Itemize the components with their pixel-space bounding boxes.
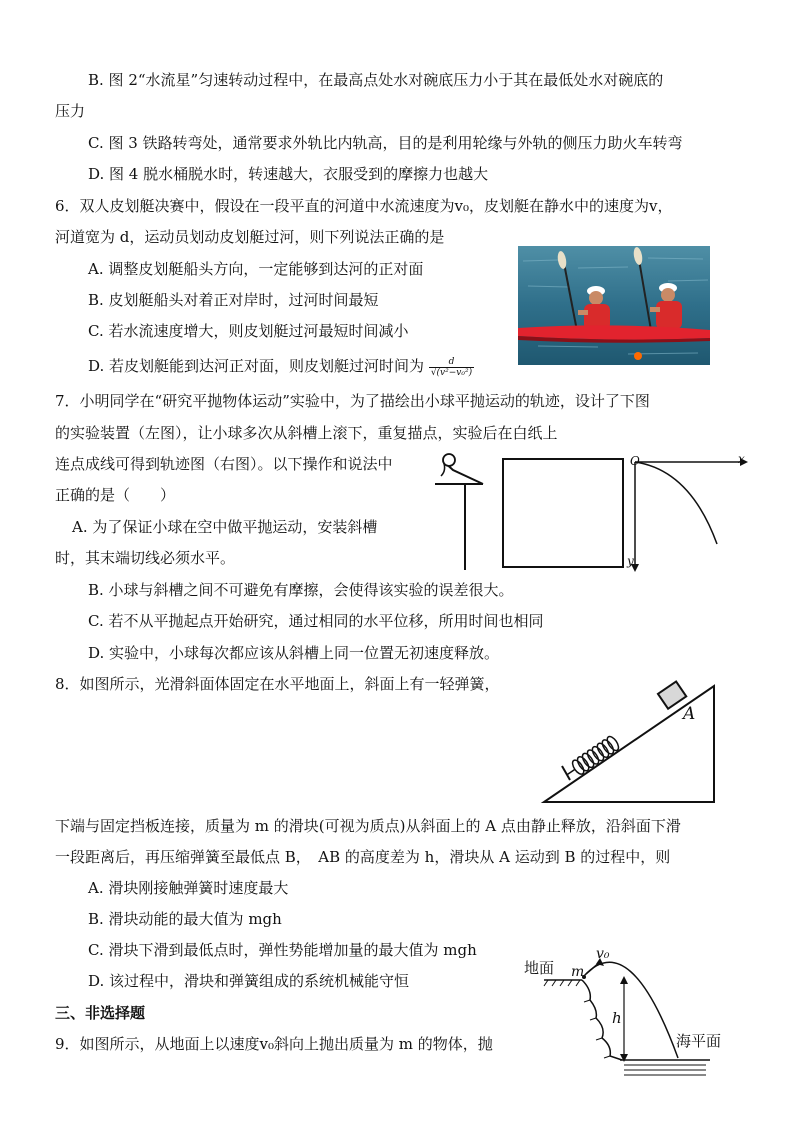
q6-stem-line1: 6．双人皮划艇决赛中，假设在一段平直的河道中水流速度为v₀，皮划艇在静水中的速度为v， — [55, 197, 673, 215]
q7-option-d: D. 实验中，小球每次都应该从斜槽上同一位置无初速度释放。 — [88, 644, 500, 662]
q6-fraction-numerator: d — [429, 357, 474, 368]
q9-cliff-figure — [540, 944, 740, 1079]
q8-option-d: D. 该过程中，滑块和弹簧组成的系统机械能守恒 — [88, 972, 410, 990]
kayak-photo — [518, 246, 710, 365]
q5-option-b-line2: 压力 — [55, 102, 86, 120]
q9-v0-label: v₀ — [596, 946, 610, 962]
height-arrow-down-icon — [620, 1054, 628, 1062]
q9-stem-line1: 9．如图所示，从地面上以速度v₀斜向上抛出质量为 m 的物体，抛 — [55, 1035, 493, 1053]
q9-ground-label: 地面 — [524, 959, 555, 977]
q8-stem-line1: 8．如图所示，光滑斜面体固定在水平地面上，斜面上有一轻弹簧， — [55, 675, 500, 693]
q7-option-c: C. 若不从平抛起点开始研究，通过相同的水平位移，所用时间也相同 — [88, 612, 544, 630]
q6-stem-line2: 河道宽为 d，运动员划动皮划艇过河，则下列说法正确的是 — [55, 228, 445, 246]
q6-option-c: C. 若水流速度增大，则皮划艇过河最短时间减小 — [88, 322, 409, 340]
q9-mass-label: m — [571, 964, 585, 980]
q6-fraction-denominator: √(v²−v₀²) — [430, 367, 473, 378]
q9-height-label: h — [612, 1009, 622, 1027]
q6-option-a: A. 调整皮划艇船头方向，一定能够到达河的正对面 — [88, 260, 424, 278]
q8-option-c: C. 滑块下滑到最低点时，弹性势能增加量的最大值为 mgh — [88, 941, 477, 959]
q7-x-axis-label: x — [738, 452, 745, 466]
q7-y-axis-label: y — [627, 554, 634, 568]
q6-option-d — [88, 356, 474, 378]
q9-sea-level-label: 海平面 — [676, 1032, 722, 1050]
q6-option-b: B. 皮划艇船头对着正对岸时，过河时间最短 — [88, 291, 379, 309]
q7-stem-line3: 连点成线可得到轨迹图（右图）。以下操作和说法中 — [55, 455, 393, 473]
q7-stem-line2: 的实验装置（左图），让小球多次从斜槽上滚下，重复描点，实验后在白纸上 — [55, 424, 558, 442]
q8-stem-line2: 下端与固定挡板连接，质量为 m 的滑块(可视为质点)从斜面上的 A 点由静止释放，沿斜面下滑 — [55, 817, 681, 835]
q7-stem-line1: 7．小明同学在“研究平抛物体运动”实验中，为了描绘出小球平抛运动的轨迹，设计了下图 — [55, 392, 650, 410]
q5-option-c: C. 图 3 铁路转弯处，通常要求外轨比内轨高，目的是利用轮缘与外轨的侧压力助火车转弯 — [88, 134, 683, 152]
q7-option-a-line2: 时，其末端切线必须水平。 — [55, 549, 236, 567]
q7-option-a-line1: A. 为了保证小球在空中做平抛运动，安装斜槽 — [72, 518, 378, 536]
q7-option-b: B. 小球与斜槽之间不可避免有摩擦，会使得该实验的误差很大。 — [88, 581, 514, 599]
q8-option-a: A. 滑块刚接触弹簧时速度最大 — [88, 879, 289, 897]
q7-stem-line4: 正确的是（ ） — [55, 486, 176, 504]
q8-incline-figure — [540, 676, 720, 804]
q8-stem-line3: 一段距离后，再压缩弹簧至最低点 B， AB 的高度差为 h，滑块从 A 运动到 B 的过程中，则 — [55, 848, 671, 866]
q7-apparatus-figure — [435, 448, 755, 573]
q5-option-b-line1: B. 图 2“水流星”匀速转动过程中，在最高点处水对碗底压力小于其在最低处水对碗底的 — [88, 71, 664, 89]
q7-origin-label: O — [630, 454, 640, 468]
slider-block-icon — [658, 681, 686, 708]
q8-option-b: B. 滑块动能的最大值为 mgh — [88, 910, 282, 928]
q6-option-d-text: D. 若皮划艇能到达河正对面，则皮划艇过河时间为 — [88, 357, 425, 375]
spring-icon — [562, 735, 621, 782]
q5-option-d: D. 图 4 脱水桶脱水时，转速越大，衣服受到的摩擦力也越大 — [88, 165, 489, 183]
height-arrow-up-icon — [620, 976, 628, 984]
section3-title: 三、非选择题 — [55, 1004, 146, 1022]
ball-icon — [443, 454, 455, 466]
q8-point-a-label: A — [683, 704, 696, 724]
q6-time-fraction — [429, 357, 474, 378]
